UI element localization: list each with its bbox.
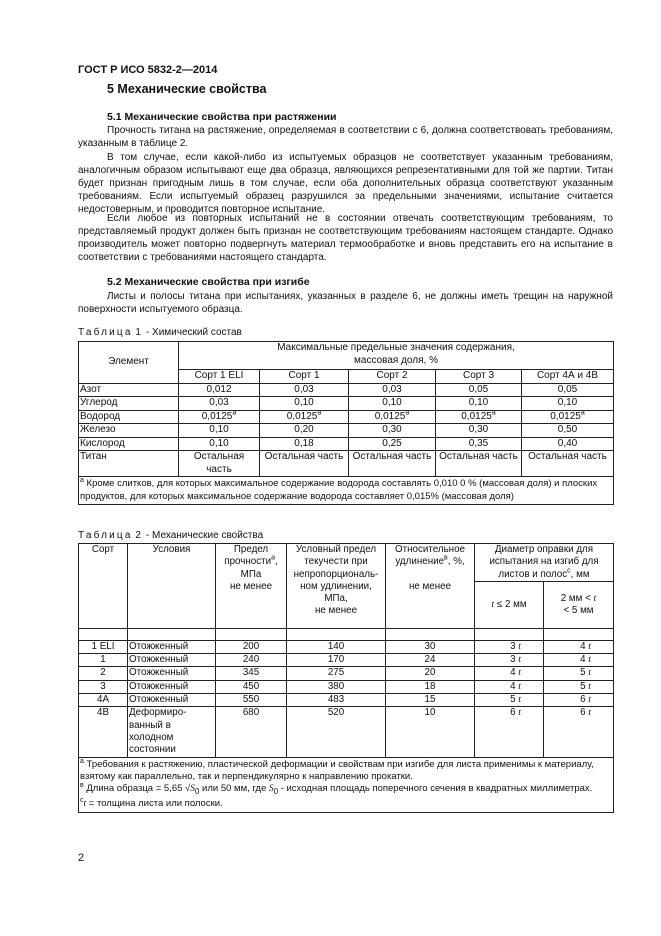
t2-t-symbol: t: [593, 592, 597, 604]
t2-head-thick-a: 2 мм <: [560, 592, 594, 604]
t1-value: 0,0125: [286, 410, 318, 422]
t1-footnote-ref: a: [580, 409, 585, 417]
t1-element-name: Азот: [79, 383, 179, 397]
t1-cell: 0,05: [522, 383, 614, 397]
t1-cell: 0,18: [260, 437, 349, 451]
t2-footnote-b-mark: в: [80, 782, 84, 789]
t2-head-mandrel-unit: , мм: [570, 568, 590, 580]
t2-mandrel-thin: [475, 654, 544, 667]
t2-elongation: 20: [386, 667, 475, 680]
subsection-title-tension: 5.1 Механические свойства при растяжении: [107, 111, 337, 123]
t1-cell: 0,03: [260, 383, 349, 397]
t1-cell: [436, 410, 522, 424]
t2-empty-cell: [544, 628, 614, 640]
t2-sort: 2: [79, 667, 128, 680]
t2-mandrel-value: 4: [510, 667, 516, 679]
t2-yield: 140: [287, 640, 386, 653]
t2-t-symbol: t: [518, 640, 521, 652]
t2-mandrel-thin: [475, 694, 544, 707]
t1-cell: Остальная часть: [179, 451, 260, 477]
t1-cell: 0,10: [522, 397, 614, 411]
t1-cell: 0,30: [349, 424, 436, 438]
t2-mandrel-value: 5: [580, 680, 586, 692]
t2-elongation: 18: [386, 680, 475, 693]
t1-value: 0,0125: [374, 410, 406, 422]
t2-mandrel-value: 6: [580, 694, 586, 706]
t2-elongation: 30: [386, 640, 475, 653]
t2-sort: 4В: [79, 707, 128, 757]
t1-cell: 0,35: [436, 437, 522, 451]
t2-t-symbol: t: [588, 680, 591, 692]
t2-row: [79, 640, 614, 653]
t2-strength: 240: [216, 654, 287, 667]
t2-footnotes: [79, 757, 614, 812]
t1-footnote-ref: a: [317, 409, 322, 417]
paragraph-bending-1: Листы и полосы титана при испытаниях, указанных в разделе 6, не должны иметь трещин на наружной поверхности испытуемого образца.: [78, 291, 613, 315]
t2-footnote-b-mid: или 50 мм, где: [199, 783, 269, 795]
t1-cell: [349, 410, 436, 424]
t2-head-elongation-min: не менее: [408, 580, 452, 592]
t1-grade: Сорт 3: [436, 370, 522, 384]
t1-footnote-ref: a: [491, 409, 496, 417]
t2-head-elongation-unit: , %,: [447, 556, 465, 568]
t2-footnote-b-s: S: [268, 784, 274, 795]
t2-mandrel-thin: [475, 640, 544, 653]
t1-cell: 0,10: [179, 437, 260, 451]
t2-head-strength-min: не менее: [229, 580, 273, 592]
t1-row-nitrogen: [79, 383, 614, 397]
t2-t-symbol: t: [518, 667, 521, 679]
t2-mandrel-value: 4: [510, 680, 516, 692]
t2-elongation: 10: [386, 707, 475, 757]
t1-cell: Остальная часть: [349, 451, 436, 477]
t2-conditions: Отожженный: [128, 654, 216, 667]
t1-row-iron: [79, 424, 614, 438]
t2-conditions: Отожженный: [128, 694, 216, 707]
t2-strength: 345: [216, 667, 287, 680]
t2-yield: 275: [287, 667, 386, 680]
t1-footnote-ref: a: [405, 409, 410, 417]
t2-row: [79, 694, 614, 707]
t2-t-symbol: t: [491, 598, 495, 610]
t2-footnote-b-s: S: [190, 784, 195, 795]
t1-cell: 0,10: [260, 397, 349, 411]
t1-cell: 0,40: [522, 437, 614, 451]
t2-footnote-c: [80, 798, 612, 810]
t2-head-mandrel-sup: с: [567, 567, 571, 575]
table1-caption: [78, 327, 242, 338]
t2-conditions: Отожженный: [128, 680, 216, 693]
t1-head-element: Элемент: [79, 342, 179, 384]
t2-mandrel-thin: [475, 680, 544, 693]
chemical-composition-table: [78, 341, 614, 505]
t1-value: 0,0125: [201, 410, 233, 422]
t1-cell: 0,10: [349, 397, 436, 411]
t2-head-strength: [216, 544, 287, 629]
t1-element-name: Титан: [79, 451, 179, 477]
t2-elongation: 24: [386, 654, 475, 667]
t2-footnote-c-text: = толщина листа или полоски.: [86, 798, 223, 810]
t1-element-name: Водород: [79, 410, 179, 424]
t2-conditions: Отожженный: [128, 667, 216, 680]
t1-cell: [522, 410, 614, 424]
t2-t-symbol: t: [588, 667, 591, 679]
t2-strength: 200: [216, 640, 287, 653]
t1-head-span: Максимальные предельные значения содержания, массовая доля, %: [179, 342, 614, 370]
t1-cell: 0,03: [349, 383, 436, 397]
t1-cell: Остальная часть: [436, 451, 522, 477]
t1-cell: 0,25: [349, 437, 436, 451]
t2-head-sort: Сорт: [79, 544, 128, 629]
t1-row-oxygen: [79, 437, 614, 451]
t2-t-symbol: t: [518, 707, 521, 719]
table2-caption-text: - Механические свойства: [143, 530, 264, 541]
t2-mandrel-thin: [475, 707, 544, 757]
t1-footnote: [79, 477, 614, 505]
t2-footnote-b-post: - исходная площадь поперечного сечения в квадратных миллиметрах.: [278, 783, 593, 795]
t2-elongation: 15: [386, 694, 475, 707]
t2-mandrel-value: 4: [580, 640, 586, 652]
t1-cell: Остальная часть: [522, 451, 614, 477]
t2-head-strength-label: Предел прочности: [224, 544, 272, 568]
t2-empty-cell: [386, 628, 475, 640]
t2-empty-cell: [216, 628, 287, 640]
t2-sort: 1 ELI: [79, 640, 128, 653]
t2-row: [79, 667, 614, 680]
t1-cell: 0,20: [260, 424, 349, 438]
t2-t-symbol: t: [588, 707, 591, 719]
table2-caption-prefix: Таблица: [78, 530, 133, 541]
table1-caption-text: - Химический состав: [143, 327, 242, 338]
t2-footnote-b-sub: 0: [195, 787, 200, 797]
t1-element-name: Кислород: [79, 437, 179, 451]
mechanical-properties-table: [78, 543, 614, 813]
t2-yield: 380: [287, 680, 386, 693]
t2-t-symbol: t: [518, 654, 521, 666]
t2-head-mandrel: [475, 544, 614, 582]
t1-row-hydrogen: [79, 410, 614, 424]
t2-mandrel-value: 3: [510, 640, 516, 652]
t2-yield: 170: [287, 654, 386, 667]
t2-footnote-a-text: Требования к растяжению, пластической деформации и свойствам при изгибе для листа применимы к материалу, взятому как параллельно, так и перпендикулярно к направлению прокатки.: [80, 758, 594, 782]
t2-head-thick-b: < 5 мм: [563, 604, 594, 616]
t2-head-mandrel-label: Диаметр оправки для испытания на изгиб для листов и полос: [489, 544, 599, 580]
paragraph-tension-3: Если любое из повторных испытаний не в состоянии отвечать соответствующим требованиям, то представляемый продукт должен быть признан не соответствующим требованиям настоящем стандарте. Однако производитель может повторно подвергнуть материал термообработке и вновь представить его на испытание в соответствии с требованиями настоящего стандарта.: [78, 213, 613, 263]
table2-caption: [78, 530, 263, 541]
t2-head-conditions: Условия: [128, 544, 216, 629]
t2-mandrel-thick: [544, 694, 614, 707]
t2-head-elongation: [386, 544, 475, 629]
t2-mandrel-thick: [544, 640, 614, 653]
t1-element-name: Углерод: [79, 397, 179, 411]
t2-t-symbol: t: [588, 654, 591, 666]
t1-grade: Сорт 2: [349, 370, 436, 384]
t2-row: [79, 654, 614, 667]
t1-cell: 0,05: [436, 383, 522, 397]
t1-element-name: Железо: [79, 424, 179, 438]
t1-cell: 0,50: [522, 424, 614, 438]
t1-cell: 0,10: [436, 397, 522, 411]
t2-footnote-b-pre: Длина образца = 5,65 √: [83, 783, 191, 795]
t1-grade: Сорт 1: [260, 370, 349, 384]
t2-empty-cell: [79, 628, 128, 640]
t2-mandrel-thick: [544, 667, 614, 680]
t2-head-yield-label: Условный предел текучести при непропорциональ-ном удлинении, МПа,: [293, 544, 379, 605]
t1-value: 0,0125: [461, 410, 492, 422]
t2-footnote-a: [80, 759, 612, 784]
t2-mandrel-value: 6: [510, 707, 516, 719]
t2-empty-cell: [128, 628, 216, 640]
t2-t-symbol: t: [518, 680, 521, 692]
t2-strength: 550: [216, 694, 287, 707]
table2-caption-number: 2: [135, 530, 144, 541]
t2-mandrel-value: 4: [580, 654, 586, 666]
t2-mandrel-thin: [475, 667, 544, 680]
t2-yield: 520: [287, 707, 386, 757]
t1-footnote-text: Кроме слитков, для которых максимальное содержание водорода составлять 0,010 0 % (массовая доля) и плоских продуктов, для которых максимальное содержание водорода составляет 0,015% (массовая доля): [80, 478, 598, 502]
t2-mandrel-thick: [544, 654, 614, 667]
t2-head-elongation-sup: в: [444, 555, 448, 563]
t1-cell: 0,30: [436, 424, 522, 438]
t1-footnote-mark: a: [80, 476, 84, 484]
t1-cell: [179, 410, 260, 424]
t2-footnote-c-mark: c: [80, 797, 84, 805]
t2-strength: 450: [216, 680, 287, 693]
t2-sort: 1: [79, 654, 128, 667]
t2-mandrel-value: 5: [580, 667, 586, 679]
page-number: 2: [78, 852, 85, 864]
table1-caption-prefix: Таблица: [78, 327, 133, 338]
t1-cell: 0,10: [179, 424, 260, 438]
t2-mandrel-value: 6: [580, 707, 586, 719]
t1-cell: 0,012: [179, 383, 260, 397]
t2-mandrel-value: 3: [510, 654, 516, 666]
t2-yield: 483: [287, 694, 386, 707]
t2-conditions: Деформиро-ванный в холодном состоянии: [128, 707, 216, 757]
t2-head-thin-label: ≤ 2 мм: [496, 598, 527, 610]
t1-cell: [260, 410, 349, 424]
t2-mandrel-thick: [544, 680, 614, 693]
t2-head-thin: [475, 581, 544, 628]
paragraph-tension-2: В том случае, если какой-либо из испытуемых образцов не соответствует указанным требованиям, аналогичным образом испытывают еще два образца, являющихся репрезентативными для той же партии. Титан будет признан пригодным лишь в том случае, если оба дополнительных образца соответствуют указанным требованиям. Если испытуемый образец разрушился за предельными значениями, испытание считается недостоверным, и проводится повторное испытание.: [78, 152, 613, 215]
t2-footnote-c-t: t: [83, 799, 87, 810]
t2-conditions: Отожженный: [128, 640, 216, 653]
table1-caption-number: 1: [135, 327, 144, 338]
t2-t-symbol: t: [588, 694, 591, 706]
t2-sort: 4А: [79, 694, 128, 707]
t2-head-yield-min: не менее: [314, 605, 358, 617]
t1-grade: Сорт 1 ELI: [179, 370, 260, 384]
t2-head-yield: [287, 544, 386, 629]
t2-t-symbol: t: [588, 640, 591, 652]
document-header: ГОСТ Р ИСО 5832-2—2014: [78, 64, 218, 76]
t1-cell: Остальная часть: [260, 451, 349, 477]
t2-row: [79, 680, 614, 693]
t2-head-thick: [544, 581, 614, 628]
t2-row: [79, 707, 614, 757]
t2-footnote-b-sub: 0: [273, 787, 279, 797]
t1-grade: Сорт 4А и 4В: [522, 370, 614, 384]
t1-row-carbon: [79, 397, 614, 411]
t1-footnote-ref: a: [232, 409, 237, 417]
t2-mandrel-value: 5: [510, 694, 516, 706]
t2-empty-cell: [287, 628, 386, 640]
t2-t-symbol: t: [518, 694, 521, 706]
t1-value: 0,0125: [550, 410, 581, 422]
t2-head-strength-unit: , МПа: [240, 556, 278, 580]
t1-row-titanium: [79, 451, 614, 477]
t2-strength: 680: [216, 707, 287, 757]
section-title: 5 Механические свойства: [107, 82, 267, 96]
t2-footnote-a-mark: a: [80, 757, 84, 765]
t1-cell: 0,03: [179, 397, 260, 411]
t2-head-elongation-label: Относительное удлинение: [395, 544, 465, 568]
t2-sort: 3: [79, 680, 128, 693]
paragraph-tension-1: Прочность титана на растяжение, определяемая в соответствии с 6, должна соответствовать требованиям, указанным в таблице 2.: [78, 125, 613, 149]
subsection-title-bending: 5.2 Механические свойства при изгибе: [107, 276, 310, 288]
t2-head-strength-sup: а: [271, 555, 275, 563]
t2-empty-cell: [475, 628, 544, 640]
t2-mandrel-thick: [544, 707, 614, 757]
t2-footnote-b: [80, 783, 612, 798]
